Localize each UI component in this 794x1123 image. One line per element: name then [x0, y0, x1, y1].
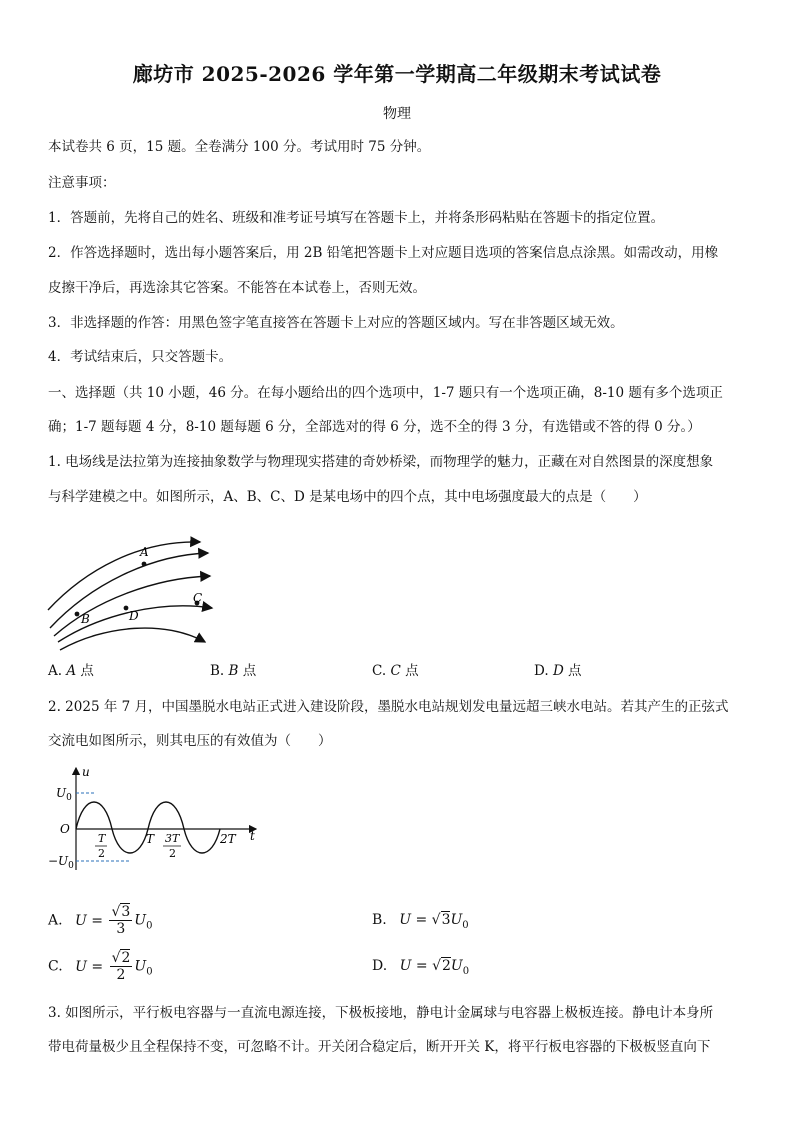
option-letter: B. [372, 912, 387, 928]
option-letter: C. [48, 958, 63, 975]
option-lhs: U = [75, 958, 104, 975]
point-a [142, 562, 147, 567]
point-c-label: C [193, 591, 203, 605]
option-sub: 0 [146, 920, 153, 932]
fraction-num: 3 [121, 904, 131, 920]
option-lhs: U = [399, 912, 428, 928]
point-d-label: D [129, 609, 139, 623]
tick-t-label: T [146, 832, 155, 846]
field-line [60, 628, 205, 650]
tick-2t-label: 2T [220, 832, 236, 846]
option-suffix: 点 [563, 663, 582, 679]
point-b-label: B [81, 612, 90, 626]
neg-peak-label: $-U_0$ [48, 854, 74, 871]
q2-stem-a: 2. 2025 年 7 月，中国墨脱水电站正式进入建设阶段，墨脱水电站规划发电量远超三峡水电站。若其产生的正弦式 [48, 699, 729, 715]
q1-option-d[interactable] [534, 662, 582, 680]
notice-item-4: 4．考试结束后，只交答题卡。 [48, 349, 233, 365]
option-var: B [228, 663, 239, 679]
section-instructions-a: 一、选择题（共 10 小题，46 分。在每小题给出的四个选项中，1-7 题只有一个选项正确，8-10 题有多个选项正 [48, 385, 723, 401]
q1-option-a[interactable] [48, 662, 94, 680]
option-var: D [552, 663, 564, 679]
option-rhs: U [134, 912, 147, 929]
origin-label: O [60, 822, 70, 836]
point-a-label: A [140, 545, 149, 559]
peak-label: $U_0$ [56, 786, 72, 803]
option-suffix: 点 [76, 663, 94, 679]
notice-item-1: 1．答题前，先将自己的姓名、班级和准考证号填写在答题卡上，并将条形码粘贴在答题卡的指定位置。 [48, 210, 665, 226]
q1-stem-a: 1. 电场线是法拉第为连接抽象数学与物理现实搭建的奇妙桥梁，而物理学的魅力，正藏在对自然图景的深度想象 [48, 454, 714, 470]
option-lhs: U = [75, 912, 103, 929]
fraction-den: 2 [116, 967, 126, 983]
option-letter: A. [48, 663, 67, 679]
point-b [75, 612, 80, 617]
option-fraction: $\frac{√3}{3}$ [111, 904, 131, 937]
fraction-den: 3 [116, 921, 126, 937]
option-rhs: U [134, 958, 147, 975]
tick-t-half-den: 2 [98, 847, 105, 860]
exam-summary: 本试卷共 6 页，15 题。全卷满分 100 分。考试用时 75 分钟。 [48, 139, 431, 155]
option-letter: D. [534, 663, 553, 679]
q1-option-c[interactable] [372, 662, 419, 680]
option-rhs: U [450, 958, 463, 974]
option-sub: 0 [146, 966, 153, 978]
page-title: 廊坊市 2025-2026 学年第一学期高二年级期末考试试卷 [132, 62, 662, 86]
notice-title: 注意事项： [48, 175, 116, 191]
notice-item-2b: 皮擦干净后，再选涂其它答案。不能答在本试卷上，否则无效。 [48, 280, 426, 296]
option-letter: D. [372, 958, 388, 974]
q2-option-d[interactable] [372, 958, 469, 977]
x-axis-label: t [250, 829, 255, 843]
q3-stem-b: 带电荷量极少且全程保持不变，可忽略不计。开关闭合稳定后，断开开关 K，将平行板电容器的下极板竖直向下 [48, 1039, 711, 1055]
option-lhs: U = [399, 958, 428, 974]
q2-option-b[interactable] [372, 912, 469, 931]
tick-t-half-num: T [98, 832, 106, 845]
q2-option-a[interactable] [48, 904, 152, 937]
q1-stem-b: 与科学建模之中。如图所示，A、B、C、D 是某电场中的四个点，其中电场强度最大的点是（ ） [48, 489, 647, 505]
option-letter: A. [48, 912, 63, 929]
option-letter: B. [210, 663, 229, 679]
option-fraction: $\frac{√2}{2}$ [111, 950, 131, 983]
notice-item-3: 3．非选择题的作答：用黑色签字笔直接答在答题卡上对应的答题区域内。写在非答题区域无效。 [48, 315, 624, 331]
y-axis-label: u [82, 765, 90, 779]
q3-stem-a: 3. 如图所示，平行板电容器与一直流电源连接，下极板接地，静电计金属球与电容器上极板连接。静电计本身所 [48, 1005, 714, 1021]
ac-voltage-graph [44, 762, 274, 874]
field-line [48, 542, 203, 610]
option-sub: 0 [462, 965, 470, 977]
q2-option-c[interactable] [48, 950, 153, 983]
option-var: C [390, 663, 401, 679]
subject-label: 物理 [383, 106, 411, 122]
point-d [124, 606, 129, 611]
option-rhs: U [450, 912, 463, 928]
option-var: A [66, 663, 77, 679]
q2-stem-b: 交流电如图所示，则其电压的有效值为（ ） [48, 733, 332, 749]
option-radical: √2 [432, 958, 451, 974]
notice-item-2a: 2．作答选择题时，选出每小题答案后，用 2B 铅笔把答题卡上对应题目选项的答案信息点涂黑。如需改动，用橡 [48, 245, 719, 261]
section-instructions-b: 确；1-7 题每题 4 分，8-10 题每题 6 分，全部选对的得 6 分，选不全的得 3 分，有选错或不答的得 0 分。） [48, 419, 701, 435]
fraction-num: 2 [121, 950, 131, 966]
option-radical: √3 [431, 912, 451, 928]
field-lines-figure [40, 530, 230, 655]
option-sub: 0 [462, 919, 469, 931]
option-letter: C. [372, 663, 391, 679]
option-suffix: 点 [238, 663, 257, 679]
tick-3t-half-den: 2 [169, 847, 176, 860]
q1-option-b[interactable] [210, 662, 256, 680]
tick-3t-half-num: 3T [165, 832, 180, 845]
option-suffix: 点 [400, 663, 419, 679]
